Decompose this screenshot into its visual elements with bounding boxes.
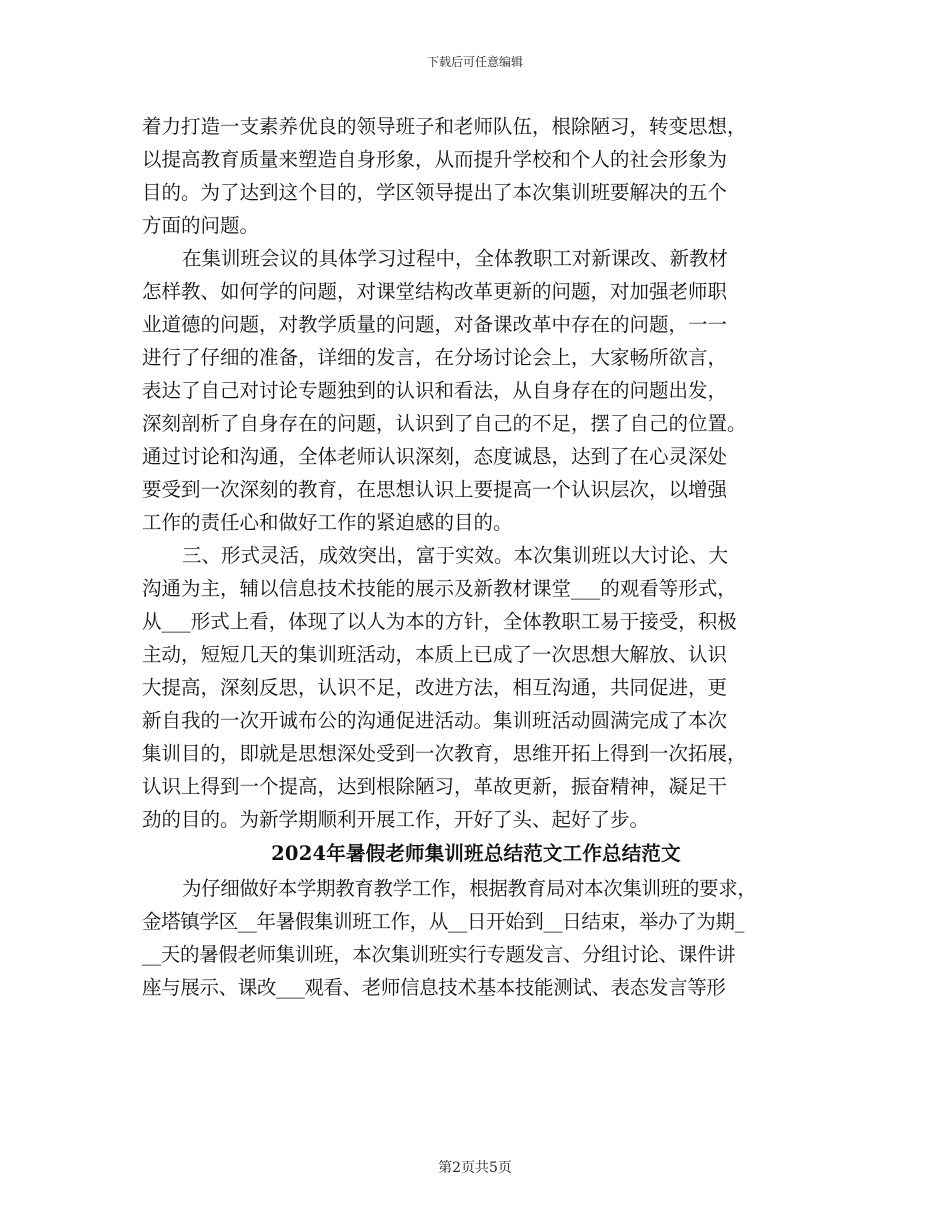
text-line: 座与展示、课改___观看、老师信息技术基本技能测试、表态发言等形	[142, 976, 726, 999]
text-line: 主动，短短几天的集训班活动，本质上已成了一次思想大解放、认识	[142, 643, 728, 666]
document-body	[142, 110, 810, 1004]
text-line: 集训目的，即就是思想深处受到一次教育，思维开拓上得到一次拓展，	[142, 742, 747, 765]
header-note: 下载后可任意编辑	[426, 55, 523, 69]
text-line: 通过讨论和沟通，全体老师认识深刻，态度诚恳，达到了在心灵深处	[142, 445, 728, 468]
text-line: 进行了仔细的准备，详细的发言，在分场讨论会上，大家畅所欲言，	[142, 346, 728, 369]
text-line: 新自我的一次开诚布公的沟通促进活动。集训班活动圆满完成了本次	[142, 709, 728, 732]
text-line: 沟通为主，辅以信息技术技能的展示及新教材课堂___的观看等形式，	[142, 577, 737, 600]
text-line: 工作的责任心和做好工作的紧迫感的目的。	[142, 511, 513, 534]
paragraph-first-line: 三、形式灵活，成效突出，富于实效。本次集训班以大讨论、大	[182, 544, 729, 567]
text-line: 要受到一次深刻的教育，在思想认识上要提高一个认识层次，以增强	[142, 478, 728, 501]
text-line: 认识上得到一个提高，达到根除陋习，革故更新，振奋精神，凝足干	[142, 775, 728, 798]
text-line: 劲的目的。为新学期顺利开展工作，开好了头、起好了步。	[142, 808, 650, 831]
section-title: 2024年暑假老师集训班总结范文工作总结范文	[271, 842, 681, 865]
text-line: 大提高，深刻反思，认识不足，改进方法，相互沟通，共同促进，更	[142, 676, 728, 699]
paragraph-first-line: 在集训班会议的具体学习过程中，全体教职工对新课改、新教材	[182, 247, 729, 270]
text-line: 目的。为了达到这个目的，学区领导提出了本次集训班要解决的五个	[142, 181, 728, 204]
paragraph-first-line: 为仔细做好本学期教育教学工作，根据教育局对本次集训班的要求，	[182, 877, 757, 900]
text-line: 业道德的问题，对教学质量的问题，对备课改革中存在的问题，一一	[142, 313, 728, 336]
text-line: 怎样教、如何学的问题，对课堂结构改革更新的问题，对加强老师职	[142, 280, 728, 303]
text-line: 着力打造一支素养优良的领导班子和老师队伍，根除陋习，转变思想，	[142, 115, 747, 138]
text-line: 从___形式上看，体现了以人为本的方针，全体教职工易于接受，积极	[142, 610, 737, 633]
text-line: 深刻剖析了自身存在的问题，认识到了自己的不足，摆了自己的位置。	[142, 412, 747, 435]
text-line: 方面的问题。	[142, 214, 260, 237]
text-line: 金塔镇学区__年暑假集训班工作，从__日开始到__日结束，举办了为期_	[142, 910, 745, 933]
text-line: 表达了自己对讨论专题独到的认识和看法，从自身存在的问题出发，	[142, 379, 728, 402]
page-number: 第2页共5页	[438, 1160, 512, 1176]
text-line: 以提高教育质量来塑造自身形象，从而提升学校和个人的社会形象为	[142, 148, 728, 171]
text-line: __天的暑假老师集训班，本次集训班实行专题发言、分组讨论、课件讲	[142, 943, 736, 966]
